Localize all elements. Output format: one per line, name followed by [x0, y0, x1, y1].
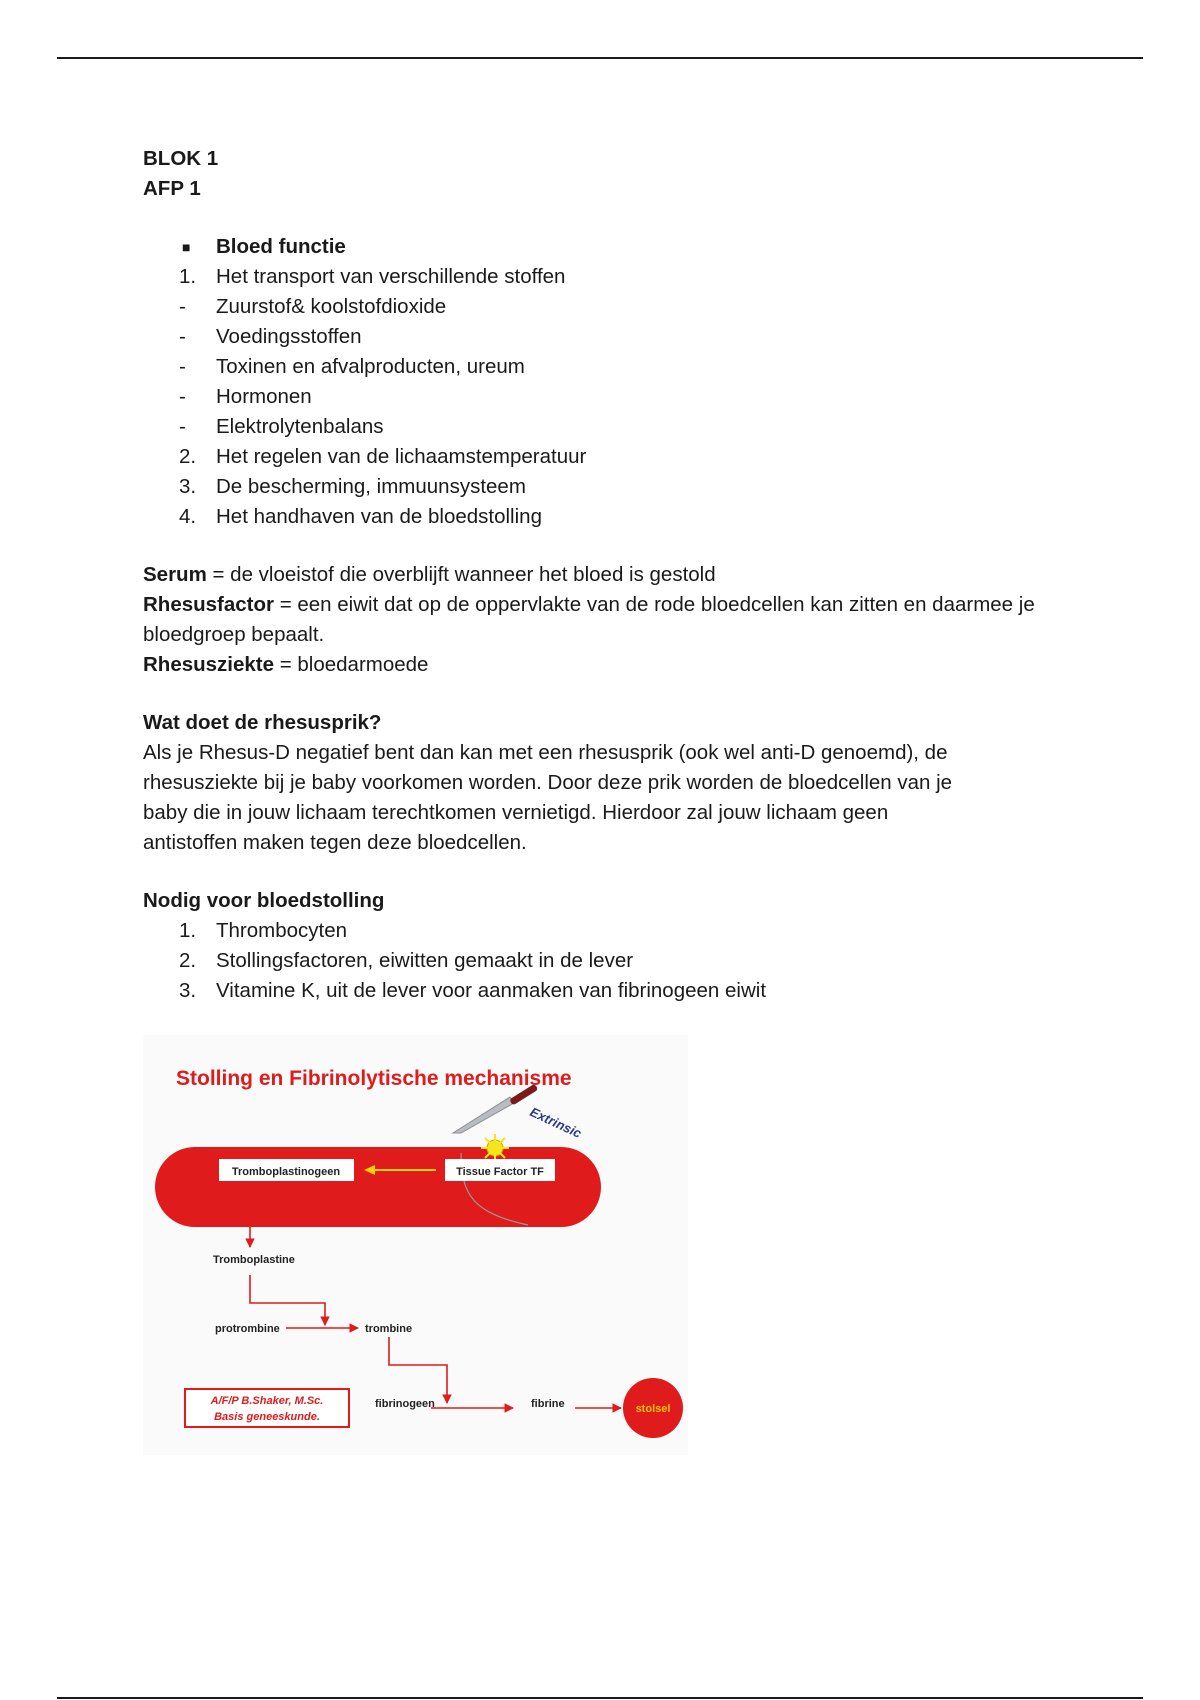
list-item: 2. Stollingsfactoren, eiwitten gemaakt in de lever	[179, 949, 634, 972]
list-item: 1. Het transport van verschillende stoffen	[179, 265, 566, 288]
title-afp: AFP 1	[143, 177, 201, 200]
credit-line-1: A/F/P B.Shaker, M.Sc.	[210, 1395, 324, 1407]
tromboplastinogeen-label: Tromboplastinogeen	[231, 1166, 341, 1178]
credit-line-2: Basis geneeskunde.	[214, 1411, 320, 1423]
stolling-heading: Nodig voor bloedstolling	[143, 889, 385, 912]
starburst-icon	[481, 1134, 509, 1162]
list-item: - Hormonen	[179, 385, 312, 408]
bloed-functie-heading: ■ Bloed functie	[143, 232, 1043, 262]
fibrine-label: fibrine	[531, 1398, 565, 1410]
bottom-rule	[57, 1697, 1143, 1699]
list-item: 3. Vitamine K, uit de lever voor aanmaken van fibrinogeen eiwit	[179, 979, 767, 1002]
list-item: 3. De bescherming, immuunsysteem	[179, 475, 526, 498]
list-item: - Elektrolytenbalans	[179, 415, 384, 438]
top-rule	[57, 57, 1143, 59]
stolsel-label: stolsel	[635, 1403, 671, 1415]
coagulation-diagram	[143, 1035, 688, 1455]
rhesusprik-heading: Wat doet de rhesusprik?	[143, 711, 382, 734]
extrinsic-label: Extrinsic	[527, 1104, 584, 1141]
trombine-label: trombine	[365, 1323, 413, 1335]
definition-rhesusfactor: Rhesusfactor = een eiwit dat op de oppervlakte van de rode bloedcellen kan zitten en daarmee je bloedgroep bepaalt.	[143, 593, 1035, 646]
fibrinogeen-label: fibrinogeen	[375, 1398, 435, 1410]
document-body	[143, 144, 1043, 1006]
definition-rhesusziekte: Rhesusziekte = bloedarmoede	[143, 653, 429, 676]
list-item: - Zuurstof& koolstofdioxide	[179, 295, 447, 318]
rhesusprik-paragraph: Als je Rhesus-D negatief bent dan kan met een rhesusprik (ook wel anti-D genoemd), de rhesusziekte bij je baby voorkomen worden. Door deze prik worden de bloedcellen van je baby die in jouw lichaam terechtkomen vernietigd. Hierdoor zal jouw lichaam geen antistoffen maken tegen deze bloedcellen.	[143, 741, 953, 854]
diagram-title: Stolling en Fibrinolytische mechanisme	[176, 1067, 572, 1090]
square-bullet-icon: ■	[182, 239, 191, 255]
title-blok: BLOK 1	[143, 147, 219, 170]
list-item: 1. Thrombocyten	[179, 919, 348, 942]
list-item: 4. Het handhaven van de bloedstolling	[179, 505, 542, 528]
definition-serum: Serum = de vloeistof die overblijft wanneer het bloed is gestold	[143, 563, 716, 586]
list-item: - Voedingsstoffen	[179, 325, 362, 348]
tromboplastine-label: Tromboplastine	[213, 1254, 295, 1266]
tissue-factor-label: Tissue Factor TF	[456, 1166, 544, 1178]
list-item: 2. Het regelen van de lichaamstemperatuur	[179, 445, 587, 468]
protrombine-label: protrombine	[215, 1323, 280, 1335]
list-item: - Toxinen en afvalproducten, ureum	[179, 355, 525, 378]
